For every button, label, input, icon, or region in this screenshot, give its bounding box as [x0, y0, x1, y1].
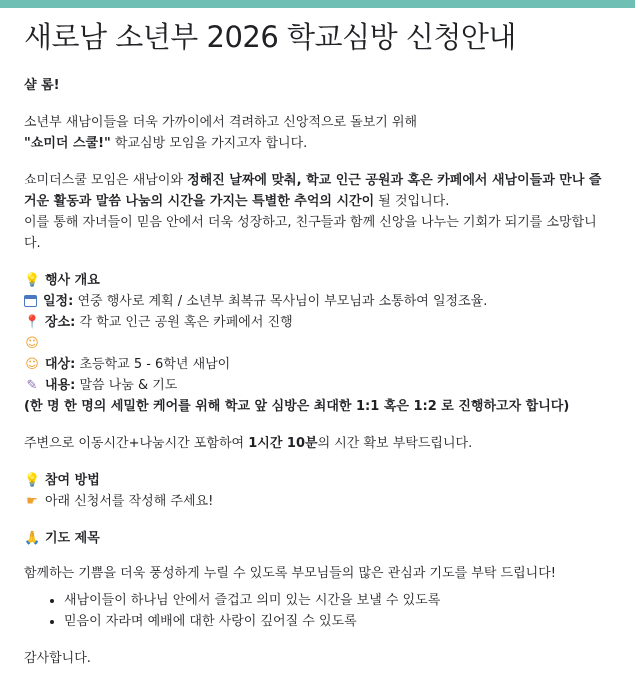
participation-heading: 💡 참여 방법: [24, 470, 611, 491]
intro-line-rest: 학교심방 모임을 가지고자 합니다.: [110, 136, 308, 151]
form-description: [0, 17, 635, 669]
people-icon: ☺☺: [25, 336, 39, 372]
description-paragraph: 쇼미더스쿨 모임은 새남이와 정해진 날짜에 맞춰, 학교 인근 공원과 혹은 카페에서 새남이들과 만나 즐거운 활동과 말씀 나눔의 시간을 가지는 특별한 추억의 시간이 될 것입니다. 이를 통해 자녀들이 믿음 안에서 더욱 성장하고, 친구들과 함께 신앙을 나누는 기회가 되기를 소망합니다.: [24, 173, 602, 251]
overview-item-target: ☺☺ 대상: 초등학교 5 - 6학년 새남이: [24, 333, 611, 375]
overview-heading: 💡 행사 개요: [24, 270, 611, 291]
page-title: 새로남 소년부 2026 학교심방 신청안내: [24, 20, 516, 54]
list-item: • 믿음이 자라며 예배에 대한 사랑이 깊어질 수 있도록: [64, 611, 611, 632]
form-header-accent-bar: [0, 0, 635, 8]
overview-item-content: ✎ 내용: 말씀 나눔 & 기도: [24, 375, 611, 396]
intro-paragraph: [24, 112, 611, 154]
lightbulb-icon: 💡: [24, 473, 41, 488]
overview-note: (한 명 한 명의 세밀한 케어를 위해 학교 앞 심방은 최대한 1:1 혹은 1:2 로 진행하고자 합니다): [24, 399, 570, 414]
prayer-heading: 🙏 기도 제목: [24, 528, 611, 549]
time-notice: 주변으로 이동시간+나눔시간 포함하여 1시간 10분의 시간 확보 부탁드립니다.: [24, 436, 473, 451]
calendar-icon: [24, 295, 37, 307]
intro-line: 소년부 새남이들을 더욱 가까이에서 격려하고 신앙적으로 돌보기 위해: [24, 115, 418, 130]
description-highlight: 정해진 날짜에 맞춰, 학교 인근 공원과 혹은 카페에서 새남이들과 만나 즐거운 활동과 말씀 나눔의 시간을 가지는 특별한 추억의 시간이: [24, 173, 602, 209]
memo-icon: ✎: [26, 378, 38, 393]
participation-instruction: ☛ 아래 신청서를 작성해 주세요!: [24, 491, 611, 512]
program-name: "쇼미더 스쿨!": [24, 136, 111, 151]
closing: 감사합니다.: [24, 651, 91, 666]
greeting: 샬 롬!: [24, 78, 60, 93]
pointing-hand-icon: ☛: [26, 494, 38, 509]
prayer-list: [24, 590, 611, 632]
list-item: • 새남이들이 하나님 안에서 즐겁고 의미 있는 시간을 보낼 수 있도록: [64, 590, 611, 611]
lightbulb-icon: 💡: [24, 273, 41, 288]
pin-icon: 📍: [24, 315, 41, 330]
overview-item-location: 📍 장소: 각 학교 인근 공원 혹은 카페에서 진행: [24, 312, 611, 333]
praying-hands-icon: 🙏: [24, 531, 41, 546]
description-hope: 이를 통해 자녀들이 믿음 안에서 더욱 성장하고, 친구들과 함께 신앙을 나누는 기회가 되기를 소망합니다.: [24, 215, 597, 251]
overview-item-schedule: 일정: 연중 행사로 계획 / 소년부 최복규 목사님이 부모님과 소통하여 일정조율.: [24, 291, 611, 312]
prayer-intro: 함께하는 기쁨을 더욱 풍성하게 누릴 수 있도록 부모님들의 많은 관심과 기도를 부탁 드립니다!: [24, 566, 557, 581]
